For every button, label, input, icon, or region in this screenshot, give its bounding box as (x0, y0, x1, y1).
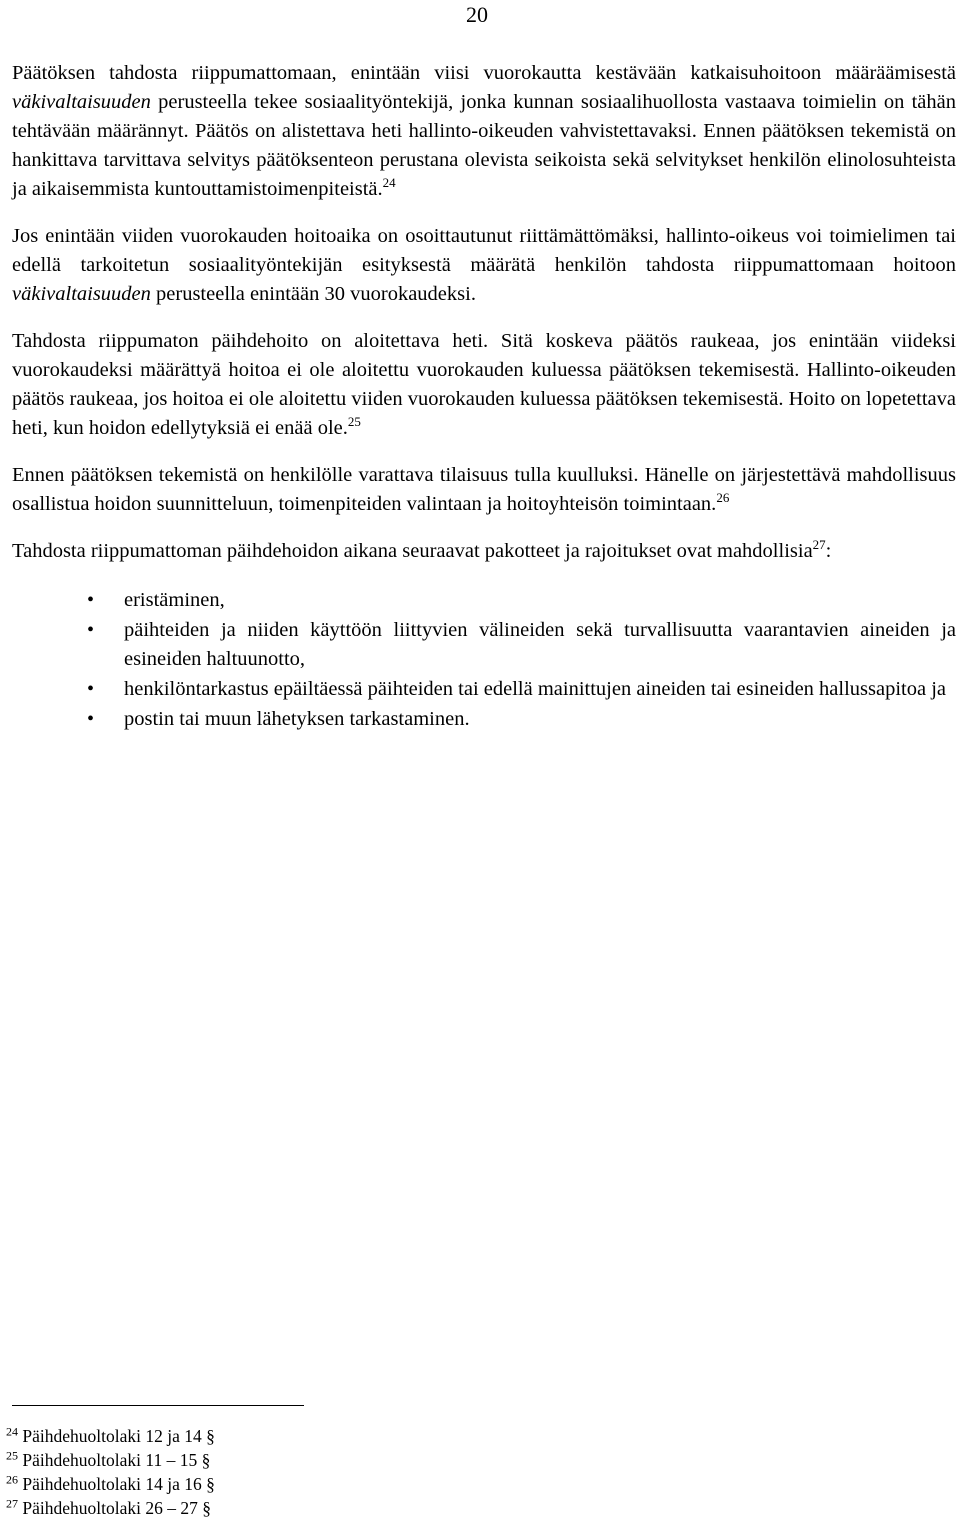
footnote-ref-27: 27 (812, 537, 826, 553)
footnote-ref-24: 24 (382, 175, 396, 191)
list-item-text: päihteiden ja niiden käyttöön liittyvien välineiden sekä turvallisuutta vaarantavien aineiden ja esineiden haltuunotto, (124, 619, 956, 670)
footnote-text: Päihdehuoltolaki 26 – 27 § (22, 1498, 211, 1518)
list-item (12, 586, 956, 615)
paragraph-5-colon: : (825, 540, 832, 562)
paragraph-4-text: Ennen päätöksen tekemistä on henkilölle varattava tilaisuus tulla kuulluksi. Hänelle on järjestettävä mahdollisuus osallistua hoidon suunnitteluun, toimenpiteiden valintaan ja hoitoyhteisön toimintaan. (12, 464, 956, 515)
list-item-text: henkilöntarkastus epäiltäessä päihteiden tai edellä mainittujen aineiden tai esineiden hallussapitoa ja (124, 678, 947, 700)
footnote-number: 24 (6, 1424, 18, 1439)
footnote (6, 1448, 215, 1472)
list-item (12, 675, 956, 704)
footnote-ref-26: 26 (716, 490, 730, 506)
footnote (6, 1496, 215, 1520)
footnote (6, 1472, 215, 1496)
footnote-number: 26 (6, 1472, 18, 1487)
footnotes (6, 1424, 215, 1520)
paragraph-3 (12, 327, 956, 443)
list-item-text: eristäminen, (124, 589, 225, 611)
paragraph-2-italic: väkivaltaisuuden (12, 283, 151, 305)
footnote-number: 27 (6, 1496, 18, 1511)
paragraph-1-italic: väkivaltaisuuden (12, 91, 151, 113)
paragraph-1 (12, 59, 956, 204)
list-item (12, 616, 956, 674)
footnote-ref-25: 25 (347, 414, 361, 430)
bullet-icon: • (87, 708, 95, 730)
page-number: 20 (466, 2, 488, 27)
paragraph-4 (12, 461, 956, 519)
paragraph-3-text: Tahdosta riippumaton päihdehoito on aloitettava heti. Sitä koskeva päätös raukeaa, jos enintään viideksi vuorokaudeksi määrättyä hoitoa ei ole aloitettu vuorokauden kuluessa päätöksen tekemisestä. Hallinto-oikeuden päätös raukeaa, jos hoitoa ei ole aloitettu viiden vuorokauden kuluessa päätöksen tekemisestä. Hoito on lopetettava heti, kun hoidon edellytyksiä ei enää ole. (12, 330, 956, 439)
paragraph-1-text-cont: perusteella tekee sosiaalityöntekijä, jonka kunnan sosiaalihuollosta vastaava toimielin on tähän tehtävään määrännyt. Päätös on alistettava heti hallinto-oikeuden vahvistettavaksi. Ennen päätöksen tekemistä on hankittava tarvittava selvitys päätöksenteon perustana olevista seikoista sekä selvitykset henkilön elinolosuhteista ja aikaisemmista kuntouttamistoimenpiteistä. (12, 91, 956, 200)
bullet-list (12, 586, 956, 734)
footnote-text: Päihdehuoltolaki 12 ja 14 § (22, 1426, 215, 1446)
footnote-text: Päihdehuoltolaki 14 ja 16 § (22, 1474, 215, 1494)
footnote-separator (12, 1405, 304, 1406)
paragraph-2 (12, 222, 956, 309)
list-item-text: postin tai muun lähetyksen tarkastaminen. (124, 708, 470, 730)
footnote-text: Päihdehuoltolaki 11 – 15 § (22, 1450, 211, 1470)
bullet-icon: • (87, 589, 95, 611)
paragraph-1-text: Päätöksen tahdosta riippumattomaan, enintään viisi vuorokautta kestävään katkaisuhoitoon määräämisestä (12, 62, 956, 84)
footnote-number: 25 (6, 1448, 18, 1463)
footnote (6, 1424, 215, 1448)
paragraph-2-text-cont: perusteella enintään 30 vuorokaudeksi. (150, 283, 476, 305)
paragraph-5 (12, 537, 956, 566)
list-item (12, 705, 956, 734)
paragraph-5-text: Tahdosta riippumattoman päihdehoidon aikana seuraavat pakotteet ja rajoitukset ovat mahdollisia (12, 540, 813, 562)
paragraph-2-text: Jos enintään viiden vuorokauden hoitoaika on osoittautunut riittämättömäksi, hallinto-oikeus voi toimielimen tai edellä tarkoitetun sosiaalityöntekijän esityksestä määrätä henkilön tahdosta riippumattomaan hoitoon (12, 225, 956, 276)
bullet-icon: • (87, 678, 95, 700)
body-text (12, 59, 956, 735)
bullet-icon: • (87, 619, 95, 641)
